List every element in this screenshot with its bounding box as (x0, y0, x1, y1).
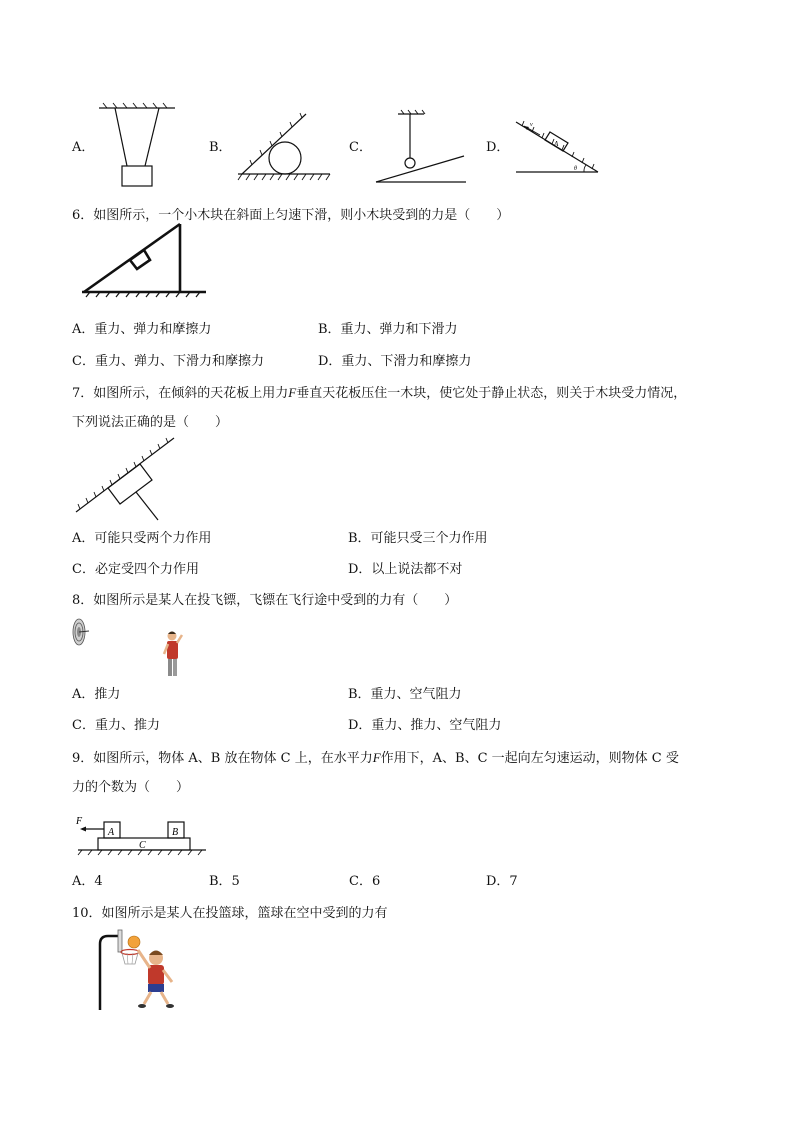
q8-option-b[interactable]: B．重力、空气阻力 (348, 687, 462, 702)
q8-stem: 8．如图所示是某人在投飞镖，飞镖在飞行途中受到的力有（ ） (72, 593, 458, 608)
q7-stem-line1 (72, 383, 686, 404)
q8-figure-dartboard (70, 618, 92, 648)
q9-option-c[interactable]: C．6 (349, 874, 381, 889)
q5-figd-velocity-label: v (530, 122, 533, 128)
q7-option-d[interactable]: D．以上说法都不对 (348, 562, 463, 577)
q7-figure-ceiling (74, 432, 184, 522)
q5-figure-b (236, 110, 332, 186)
q9-option-b[interactable]: B．5 (209, 874, 240, 889)
q5-option-d-letter: D． (486, 140, 510, 155)
q8-option-a[interactable]: A．推力 (72, 687, 121, 702)
q5-figure-d (512, 120, 604, 180)
q6-stem: 6．如图所示，一个小木块在斜面上匀速下滑，则小木块受到的力是（ ） (72, 208, 510, 223)
q7-stem-line2: 下列说法正确的是（ ） (72, 415, 229, 430)
q7-option-a[interactable]: A．可能只受两个力作用 (72, 531, 212, 546)
q5-option-c-letter: C． (349, 140, 372, 155)
q7-stem-part1: 7．如图所示，在倾斜的天花板上用力 (72, 386, 289, 401)
q6-option-c[interactable]: C．重力、弹力、下滑力和摩擦力 (72, 354, 264, 369)
q7-option-b[interactable]: B．可能只受三个力作用 (348, 531, 488, 546)
q8-option-c[interactable]: C．重力、推力 (72, 718, 160, 733)
q9-fig-block-a-label: A (108, 827, 115, 838)
q7-stem-force: F (288, 385, 297, 400)
q9-stem-line2: 力的个数为（ ） (72, 780, 190, 795)
q7-stem-part2: 垂直天花板压住一木块，使它处于静止状态，则关于木块受力情况， (296, 386, 687, 401)
q5-figure-c (374, 108, 470, 188)
q9-stem-line1 (72, 748, 679, 769)
q5-option-b-letter: B． (209, 140, 232, 155)
q5-figd-angle-label: θ (574, 166, 577, 172)
q9-option-a[interactable]: A．4 (72, 874, 103, 889)
q9-figure-blocks (72, 810, 212, 860)
q5-option-a-letter: A． (72, 140, 95, 155)
q9-option-d[interactable]: D．7 (486, 874, 518, 889)
q5-figure-a (95, 100, 185, 190)
q9-stem-force: F (372, 750, 381, 765)
q9-fig-block-b-label: B (172, 827, 179, 838)
q9-fig-force-label: F (76, 816, 83, 827)
q10-stem: 10．如图所示是某人在投篮球，篮球在空中受到的力有 (72, 906, 388, 921)
q6-option-a[interactable]: A．重力、弹力和摩擦力 (72, 322, 212, 337)
q5-figd-block-label: A (554, 140, 559, 148)
q8-option-d[interactable]: D．重力、推力、空气阻力 (348, 718, 502, 733)
q6-option-d[interactable]: D．重力、下滑力和摩擦力 (318, 354, 472, 369)
q6-figure-incline (80, 222, 210, 298)
q9-stem-part1: 9．如图所示，物体 A、B 放在物体 C 上，在水平力 (72, 751, 373, 766)
q6-option-b[interactable]: B．重力、弹力和下滑力 (318, 322, 458, 337)
q9-stem-part2: 作用下，A、B、C 一起向左匀速运动，则物体 C 受 (380, 751, 679, 766)
q8-figure-thrower (160, 630, 186, 678)
q7-option-c[interactable]: C．必定受四个力作用 (72, 562, 199, 577)
q10-figure-basketball (96, 926, 196, 1012)
q9-fig-block-c-label: C (139, 840, 146, 851)
